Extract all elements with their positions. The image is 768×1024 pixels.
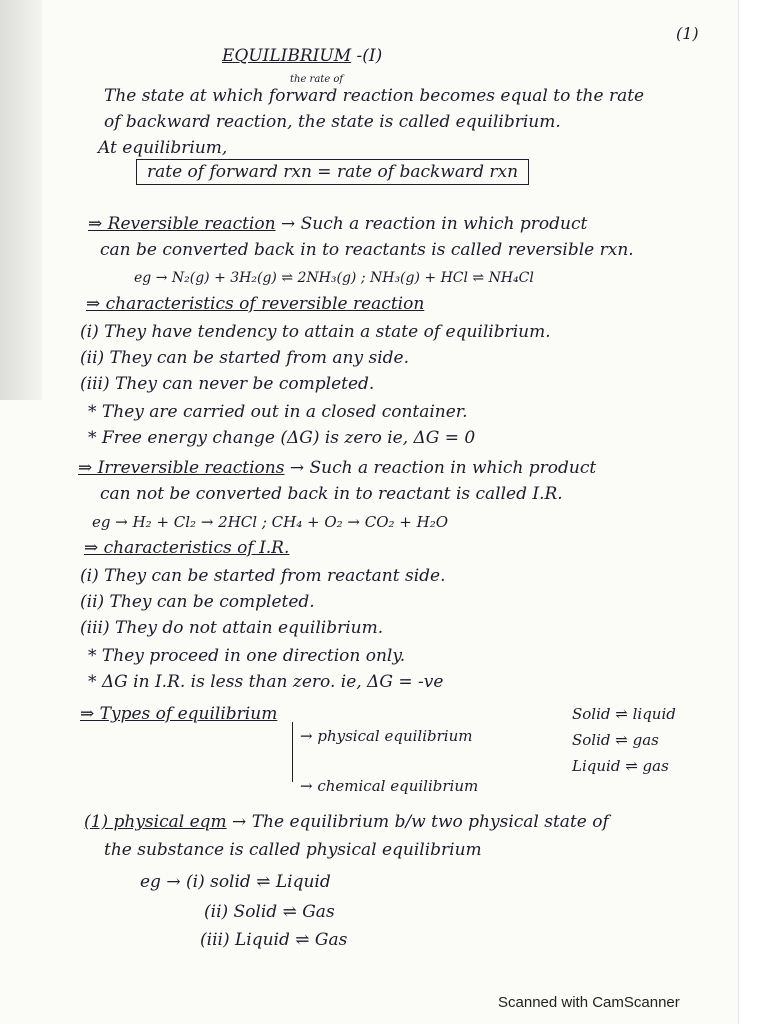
physical-eq-example-1: eg → (i) solid ⇌ Liquid	[140, 872, 331, 892]
physical-eq-line-1	[84, 812, 609, 832]
irreversible-def-1: → Such a reaction in which product	[289, 458, 597, 478]
reversible-def-1: → Such a reaction in which product	[280, 214, 588, 234]
physical-eq-example-3: (iii) Liquid ⇌ Gas	[200, 930, 348, 950]
physical-eq-def-1: → The equilibrium b/w two physical state of	[232, 812, 609, 832]
reversible-char-4: * They are carried out in a closed container.	[88, 402, 468, 422]
physical-sub-3: Liquid ⇌ gas	[572, 757, 669, 775]
reversible-line-1	[88, 214, 587, 234]
intro-line-1: The state at which forward reaction becomes equal to the rate	[104, 86, 645, 106]
physical-eq-heading: (1) physical eqm	[84, 812, 227, 832]
reversible-heading: ⇒ Reversible reaction	[88, 214, 276, 234]
camscanner-watermark: Scanned with CamScanner	[498, 994, 680, 1011]
page-edge-shadow	[0, 0, 42, 400]
irreversible-char-2: (ii) They can be completed.	[80, 592, 315, 612]
intro-line-2: of backward reaction, the state is called equilibrium.	[104, 112, 561, 132]
irreversible-line-1	[78, 458, 596, 478]
title-text: EQUILIBRIUM	[222, 46, 352, 66]
reversible-char-heading: ⇒ characteristics of reversible reaction	[86, 294, 425, 314]
types-physical: → physical equilibrium	[300, 727, 473, 745]
page-number: (1)	[676, 24, 699, 43]
boxed-condition: rate of forward rxn = rate of backward rxn	[136, 159, 529, 185]
irreversible-char-1: (i) They can be started from reactant side.	[80, 566, 446, 586]
irreversible-char-3: (iii) They do not attain equilibrium.	[80, 618, 384, 638]
reversible-char-3: (iii) They can never be completed.	[80, 374, 375, 394]
reversible-char-2: (ii) They can be started from any side.	[80, 348, 410, 368]
physical-sub-1: Solid ⇌ liquid	[572, 705, 676, 723]
irreversible-char-4: * They proceed in one direction only.	[88, 646, 406, 666]
equilibrium-box	[136, 162, 529, 182]
physical-eq-label: physical equilibrium	[317, 727, 473, 745]
reversible-char-5: * Free energy change (ΔG) is zero ie, ΔG = 0	[88, 428, 476, 448]
irreversible-example: eg → H₂ + Cl₂ → 2HCl ; CH₄ + O₂ → CO₂ + H₂O	[92, 513, 449, 531]
reversible-def-2: can be converted back in to reactants is called reversible rxn.	[100, 240, 634, 260]
irreversible-char-heading: ⇒ characteristics of I.R.	[84, 538, 290, 558]
irreversible-heading: ⇒ Irreversible reactions	[78, 458, 285, 478]
irreversible-def-2: can not be converted back in to reactant is called I.R.	[100, 484, 563, 504]
title-suffix: -(I)	[356, 46, 383, 66]
types-heading: ⇒ Types of equilibrium	[80, 704, 278, 724]
intro-line-3: At equilibrium,	[98, 138, 228, 158]
insert-note: the rate of	[290, 74, 344, 85]
physical-eq-example-2: (ii) Solid ⇌ Gas	[204, 902, 335, 922]
irreversible-char-5: * ΔG in I.R. is less than zero. ie, ΔG = -ve	[88, 672, 444, 692]
page-title	[222, 46, 382, 66]
reversible-char-1: (i) They have tendency to attain a state of equilibrium.	[80, 322, 551, 342]
reversible-example: eg → N₂(g) + 3H₂(g) ⇌ 2NH₃(g) ; NH₃(g) + HCl ⇌ NH₄Cl	[134, 270, 534, 286]
physical-sub-2: Solid ⇌ gas	[572, 731, 659, 749]
types-chemical: → chemical equilibrium	[300, 777, 479, 795]
physical-eq-def-2: the substance is called physical equilibrium	[104, 840, 482, 860]
chemical-eq-label: chemical equilibrium	[317, 777, 479, 795]
types-tree-line	[292, 722, 293, 782]
